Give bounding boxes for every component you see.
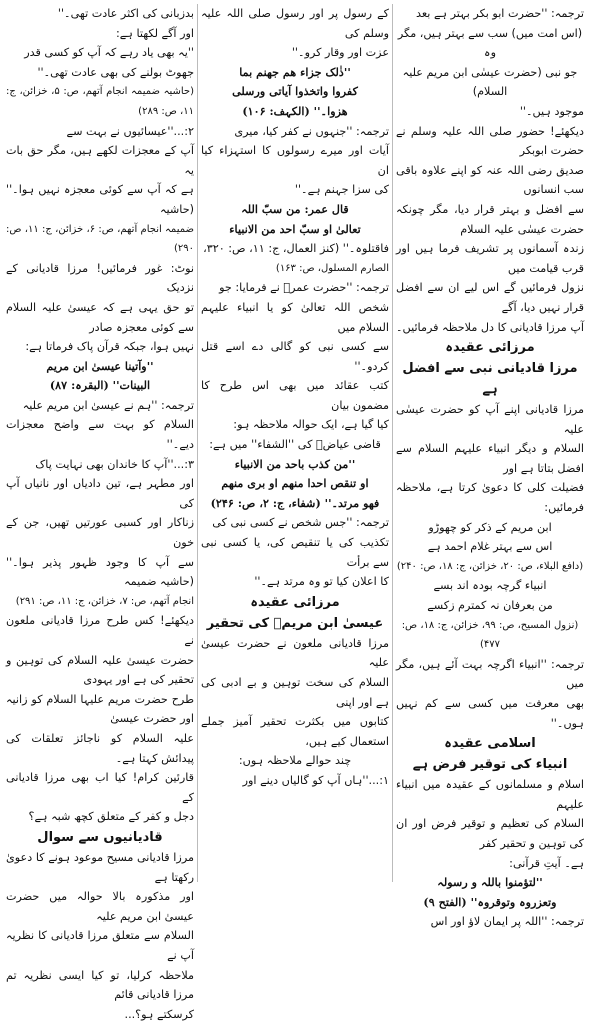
text-line: او تنقص احدا منھم او بری منھم — [221, 476, 369, 491]
text-line: اور آگے لکھتا ہے: — [116, 26, 194, 40]
text-line: (نزول المسیح، ص: ۹۹، خزائن، ج: ۱۸، ص: ۴۷۷) — [401, 619, 579, 651]
text-line: ہے کہ آپ سے کوئی معجزہ نہیں ہوا۔'' (حاشیہ — [6, 183, 194, 216]
text-line: کرسکتے ہو؟... — [124, 1007, 194, 1021]
text-line: ترجمہ: ''جس شخص نے کسی نبی کی — [212, 516, 389, 530]
text-line: ''وآتینا عیسیٰ ابن مریم — [46, 358, 154, 373]
text-line: جھوٹ بولنے کی بھی عادت تھی۔'' — [37, 65, 194, 79]
text-line: دیکھئے! کس طرح مرزا قادیانی ملعون نے — [6, 614, 194, 647]
text-line: (اس امت میں) سب سے بہتر ہیں، مگر وہ — [397, 26, 583, 60]
text-line: ۱:...''ہاں آپ کو گالیاں دینے اور — [242, 773, 389, 787]
text-line: مرزا قادیانی ملعون نے حضرت عیسیٰ علیہ — [201, 636, 389, 670]
text-line: بھی معرفت میں کسی سے کم نہیں ہوں۔'' — [396, 697, 584, 730]
text-line: سے افضل و بہتر قرار دیا، مگر چونکہ حضرت عیسٰی علیہ السلام — [396, 202, 584, 236]
text-line: ترجمہ: ''حضرت عمرؓ نے فرمایا: جو — [219, 281, 389, 295]
text-line: اور مطہر ہے، تین دادیاں اور نانیاں آپ کی — [6, 477, 194, 510]
text-line: طرح حضرت مریم علیہا السلام کو زانیہ اور حضرت عیسیٰ — [6, 692, 194, 726]
text-line: انبیاء کی توقیر فرض ہے — [412, 757, 568, 773]
text-line: نہیں ہوا، جبکہ قرآن پاک فرماتا ہے: — [25, 340, 194, 354]
text-line: مرزائی عقیدہ — [250, 594, 340, 610]
text-line: تو حق یہی ہے کہ عیسیٰ علیہ السلام سے کوئی معجزہ صادر — [6, 300, 194, 334]
text-line: السلام و دیگر انبیاء علیہم السلام سے افضل بتاتا ہے اور — [396, 442, 584, 475]
text-line: ابن مریم کے ذکر کو چھوڑو — [428, 520, 552, 534]
column-left — [6, 4, 194, 1021]
text-line: علیہ السلام کو ناجائز تعلقات کی پیدائش کہتا ہے۔ — [6, 731, 194, 765]
text-line: السلام کو بہت سے واضح معجزات دیے۔'' — [6, 418, 194, 452]
text-line: شخص اللہ تعالیٰ کو یا انبیاء علیہم السلام میں — [201, 300, 389, 334]
text-line: ترجمہ: ''ہم نے عیسیٰ ابن مریم علیہ — [22, 398, 194, 412]
text-line: چند حوالے ملاحظہ ہوں: — [238, 754, 352, 768]
text-line: مرزا قادیانی نبی سے افضل ہے — [402, 361, 578, 398]
text-line: فھو مرتد۔'' (شفاء، ج: ۲، ص: ۲۴۶) — [210, 495, 380, 510]
text-line: مرزائی عقیدہ — [445, 340, 535, 356]
text-line: مرزا قادیانی مسیح موعود ہونے کا دعویٰ رکھتا ہے — [6, 850, 194, 884]
text-line: قارئین کرام! کیا اب بھی مرزا قادیانی کے — [6, 771, 194, 804]
text-line: زندہ آسمانوں پر تشریف فرما ہیں اور قرب قیامت میں — [396, 242, 584, 275]
column-middle — [201, 4, 389, 882]
text-line: اس سے بہتر غلام احمد ہے — [427, 540, 553, 554]
text-line: ترجمہ: ''اللہ پر ایمان لاؤ اور اس — [430, 915, 584, 929]
text-line: فاقتلوہ۔'' (کنز العمال، ج: ۱۱، ص: ۳۲۰، — [203, 242, 389, 256]
text-line: السلام سے متعلق مرزا قادیانی کا نظریہ آپ نے — [6, 929, 194, 962]
text-line: کی سزا جہنم ہے۔'' — [294, 183, 389, 197]
text-line: بدزبانی کی اکثر عادت تھی۔'' — [57, 7, 194, 20]
text-line: ہے۔ آیتِ قرآنی: — [509, 856, 584, 870]
text-line: (دافع البلاء، ص: ۲۰، خزائن، ج: ۱۸، ص: ۲۴۰) — [396, 560, 584, 572]
text-line: اور مذکورہ بالا حوالہ میں حضرت عیسیٰ ابن مریم علیہ — [6, 890, 194, 923]
text-line: کا اعلان کیا تو وہ مرتد ہے۔'' — [254, 575, 389, 589]
text-line: ''ذٰلک جزاء ھم جھنم بما — [239, 64, 351, 79]
text-line: عزت اور وقار کرو۔'' — [291, 46, 389, 60]
text-line: ''لتؤمنوا باللہ و رسولہ — [437, 875, 543, 890]
text-line: مرزا قادیانی اپنے آپ کو حضرت عیسٰی علیہ — [396, 403, 584, 436]
text-line: دجل و کفر کے متعلق کچھ شبہ ہے؟ — [28, 810, 194, 824]
text-line: البینات'' (البقرہ: ۸۷) — [49, 378, 151, 393]
text-line: ۳:...''آپ کا خاندان بھی نہایت پاک — [35, 457, 194, 471]
text-line: تکذیب کی یا تنقیص کی، یا کسی نبی سے برأت — [201, 536, 389, 569]
text-line: انجام آتھم، ص: ۷، خزائن، ج: ۱۱، ص: ۲۹۱) — [15, 595, 194, 607]
text-line: ''من کذب باحد من الانبیاء — [234, 456, 356, 471]
text-line: وتعزروہ وتوقروہ'' (الفتح ۹) — [423, 894, 557, 909]
text-line: السلام کی سخت توہین و بے ادبی کی ہے اور اپنی — [201, 676, 389, 709]
text-line: انبیاء گرچہ بودہ اند بسے — [433, 579, 547, 593]
text-line: کفروا واتخذوا آیاتی ورسلی — [232, 84, 358, 99]
text-line: قال عمر: من سبّ اللہ — [241, 201, 349, 216]
text-line: ھزوا۔'' (الکہف: ۱۰۶) — [242, 103, 348, 118]
text-line: موجود ہیں۔'' — [519, 104, 584, 118]
text-line: کیا گیا ہے، ایک حوالہ ملاحظہ ہو: — [233, 418, 389, 432]
text-line: السلام کی تعظیم و توقیر فرض اور ان کی توہین و تحقیر کفر — [396, 817, 584, 850]
text-line: فضیلت کلی کا دعویٰ کرتا ہے، ملاحظہ فرمائیں: — [396, 481, 584, 515]
text-line: ترجمہ: ''حضرت ابو بکر بہتر ہے بعد — [416, 7, 584, 20]
text-line: سے کسی نبی کو گالی دے اسے قتل کردو۔'' — [201, 340, 389, 373]
text-line: کے رسول پر اور رسول صلی اللہ علیہ وسلم کی — [201, 7, 389, 40]
text-line: زناکار اور کسبی عورتیں تھیں، جن کے خون — [6, 516, 194, 550]
text-line: حضرت عیسیٰ علیہ السلام کی توہین و تحقیر کی ہے اور یہودی — [6, 653, 194, 687]
text-line: الصارم المسلول، ص: ۱۶۳) — [275, 262, 389, 274]
text-line: دیکھئے! حضور صلی اللہ علیہ وسلم نے حضرت ابوبکر — [396, 124, 584, 158]
text-line: ''یہ بھی یاد رہے کہ آپ کو کسی قدر — [24, 46, 194, 60]
column-divider — [197, 4, 198, 882]
text-line: اسلامی عقیدہ — [444, 736, 536, 752]
text-line: نوٹ: غور فرمائیں! مرزا قادیانی کے نزدیک — [6, 261, 194, 295]
text-line: آپ مرزا قادیانی کا دل ملاحظہ فرمائیں۔ — [396, 320, 584, 334]
text-line: کتب عقائد میں بھی اس طرح کا مضمون بیان — [201, 379, 389, 412]
text-line: جو نبی (حضرت عیسٰی ابن مریم علیہ السلام) — [402, 65, 578, 99]
text-line: ترجمہ: ''انبیاء اگرچہ بہت آئے ہیں، مگر میں — [396, 657, 584, 691]
text-line: صدیق رضی اللہ عنہ کو اپنے علاوہ باقی سب انسانوں — [396, 163, 584, 197]
text-line: آیات اور میرے رسولوں کا استہزاء کیا ان — [201, 144, 389, 177]
text-line: ضمیمہ انجام آتھم، ص: ۶، خزائن، ج: ۱۱، ص: ۲۹۰) — [6, 223, 194, 255]
text-line: تعالیٰ او سبّ احد من الانبیاء — [229, 221, 361, 236]
text-line: سے آپ کا وجود ظہور پذیر ہوا۔'' (حاشیہ ضمیمہ — [6, 555, 194, 589]
text-line: ترجمہ: ''جنہوں نے کفر کیا، میری — [234, 124, 389, 138]
text-line: قاضی عیاضؒ کی ''الشفاء'' میں ہے: — [209, 438, 381, 452]
text-line: کتابوں میں بکثرت تحقیر آمیز جملے استعمال کیے ہیں، — [201, 715, 389, 748]
text-line: نزول فرمائیں گے اس لیے ان سے افضل قرار نہیں دیا، آگے — [396, 281, 584, 314]
text-line: ملاحظہ کرلیا، تو کیا ایسی نظریہ تم مرزا قادیانی قائم — [6, 968, 194, 1002]
text-line: عیسیٰ ابن مریمؑ کی تحقیر — [206, 615, 384, 631]
column-divider — [392, 4, 393, 882]
column-right — [396, 4, 584, 929]
text-line: (حاشیہ ضمیمہ انجام آتھم، ص: ۵، خزائن، ج: ۱۱، ص: ۲۸۹) — [6, 86, 194, 117]
text-line: قادیانیوں سے سوال — [37, 829, 163, 845]
text-line: اسلام و مسلمانوں کے عقیدہ میں انبیاء علیہم — [396, 778, 584, 811]
text-line: ۲:...''عیسائیوں نے بہت سے — [66, 124, 194, 138]
text-line: من بعرفان نہ کمترم زکسے — [427, 599, 553, 613]
text-line: آپ کے معجزات لکھے ہیں، مگر حق بات یہ — [6, 144, 194, 177]
